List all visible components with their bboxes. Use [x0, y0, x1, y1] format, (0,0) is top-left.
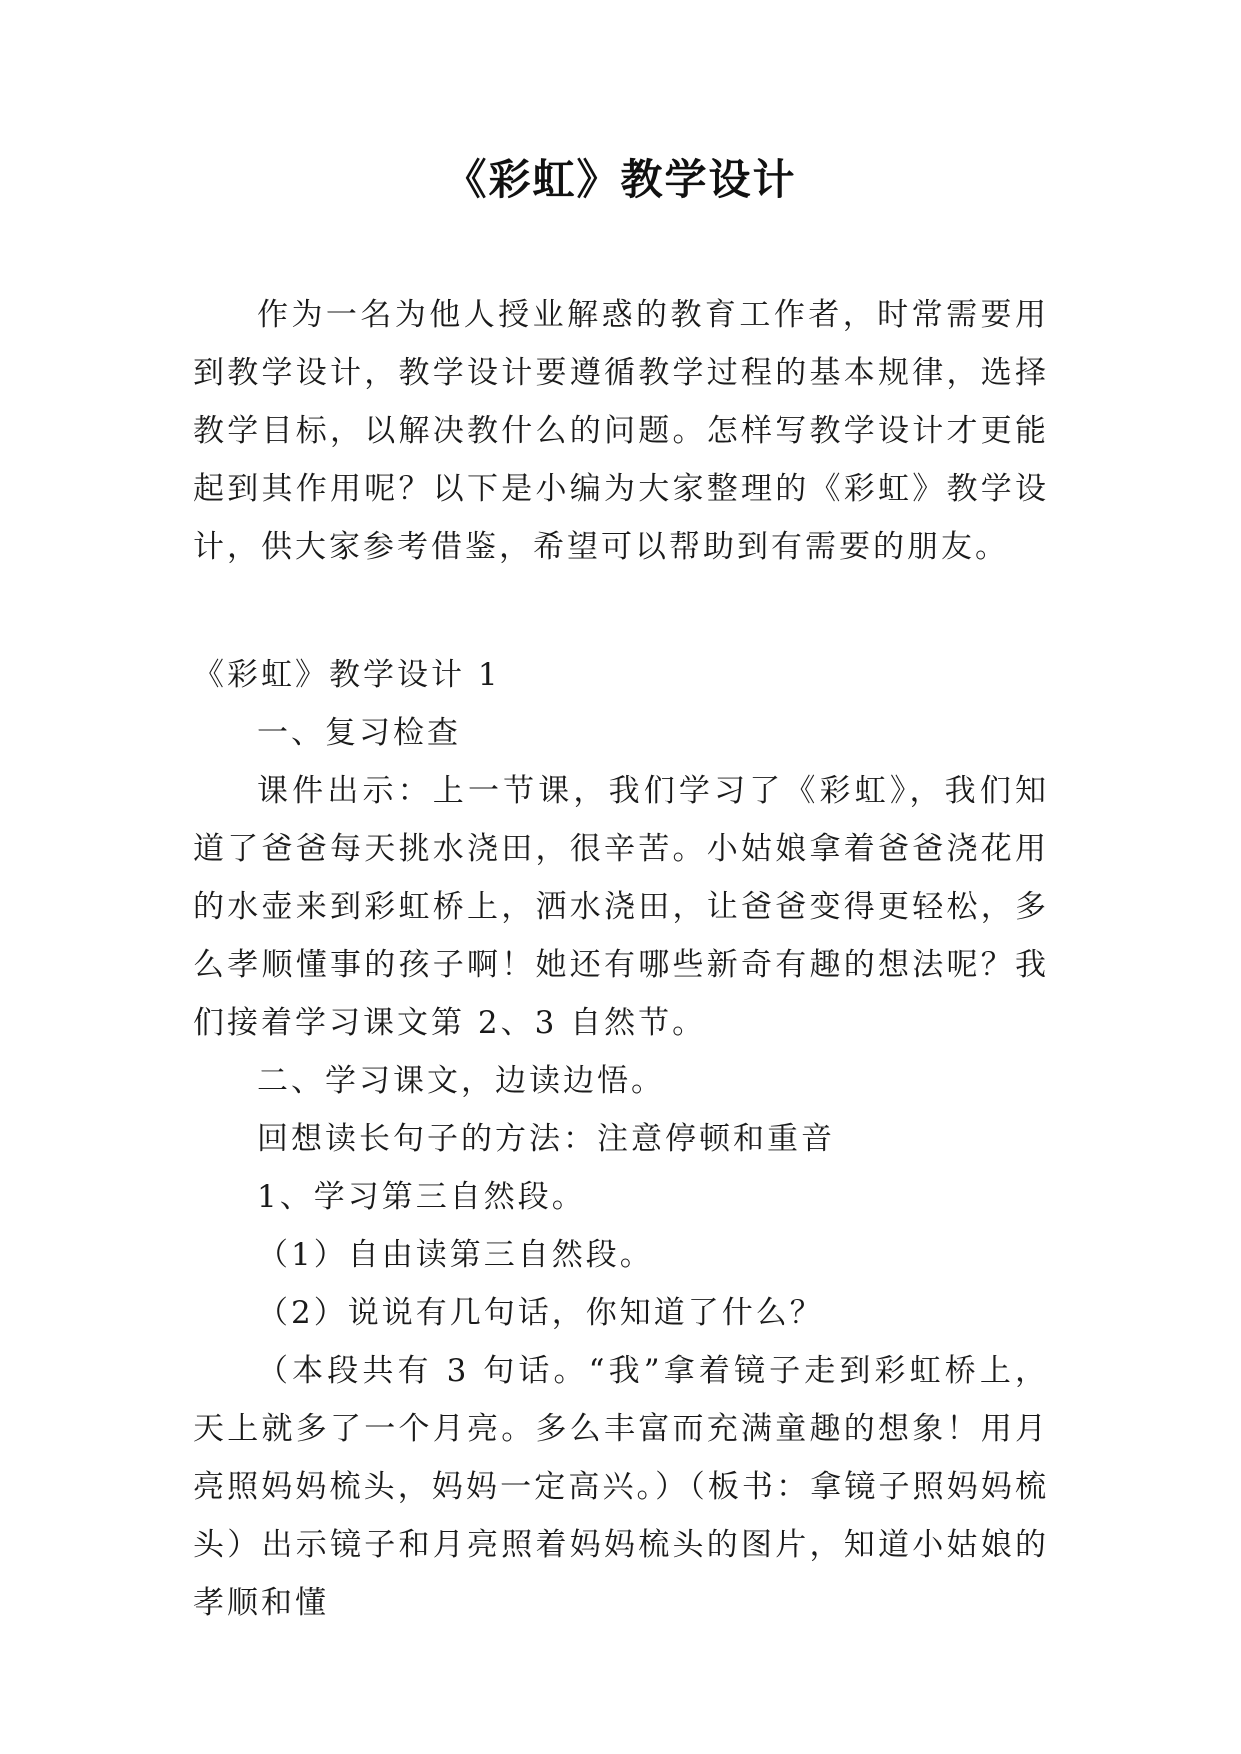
paragraph-review-heading: 一、复习检查 — [257, 715, 461, 751]
paragraph-step-1: （1）自由读第三自然段。 — [257, 1237, 654, 1273]
intro-paragraph: 作为一名为他人授业解惑的教育工作者，时常需要用到教学设计，教学设计要遵循教学过程的基本规律，选择教学目标，以解决教什么的问题。怎样写教学设计才更能起到其作用呢？以下是小编为大家整理的《彩虹》教学设计，供大家参考借鉴，希望可以帮助到有需要的朋友。 — [193, 297, 1049, 565]
paragraph-explanation: （本段共有 3 句话。“我”拿着镜子走到彩虹桥上，天上就多了一个月亮。多么丰富而充满童趣的想象！用月亮照妈妈梳头，妈妈一定高兴。）（板书：拿镜子照妈妈梳头）出示镜子和月亮照着妈妈梳头的图片，知道小姑娘的孝顺和懂 — [193, 1353, 1049, 1621]
document-title: 《彩虹》教学设计 — [444, 155, 797, 204]
document-body — [193, 286, 1049, 1632]
paragraph-step-2: （2）说说有几句话，你知道了什么？ — [257, 1295, 824, 1331]
paragraph-courseware: 课件出示：上一节课，我们学习了《彩虹》，我们知道了爸爸每天挑水浇田，很辛苦。小姑娘拿着爸爸浇花用的水壶来到彩虹桥上，洒水浇田，让爸爸变得更轻松，多么孝顺懂事的孩子啊！她还有哪些新奇有趣的想法呢？我们接着学习课文第 2、3 自然节。 — [193, 773, 1049, 1041]
paragraph-learn-heading: 二、学习课文，边读边悟。 — [257, 1063, 665, 1099]
section-heading: 《彩虹》教学设计 1 — [193, 657, 501, 693]
paragraph-study-third: 1、学习第三自然段。 — [257, 1179, 586, 1215]
paragraph-reading-method: 回想读长句子的方法：注意停顿和重音 — [257, 1121, 835, 1157]
